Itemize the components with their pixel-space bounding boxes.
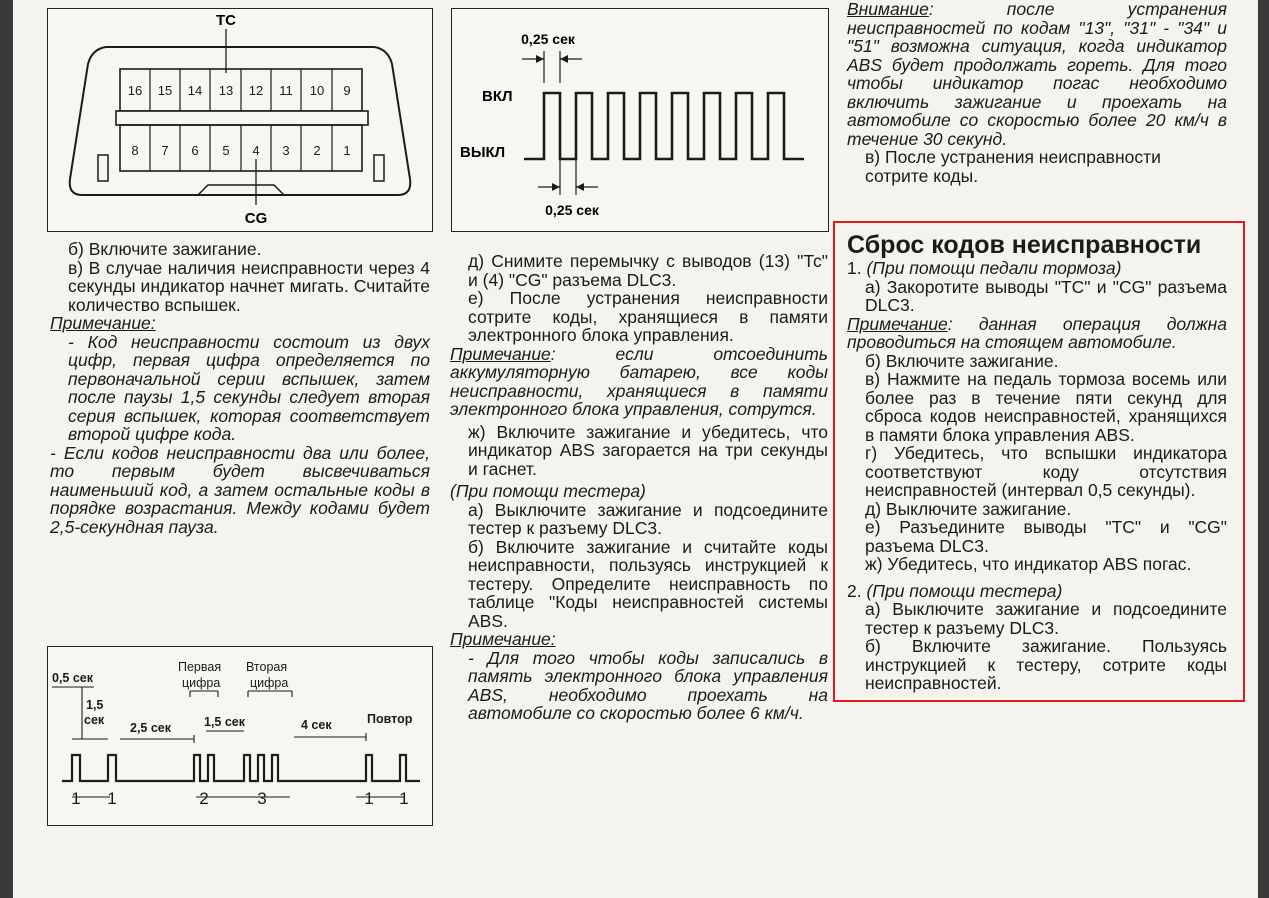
column-1 — [50, 240, 430, 536]
pin-5: 5 — [222, 143, 230, 158]
col2-note-2-label: Примечание: — [450, 629, 556, 649]
digit-label-1c: 1 — [364, 789, 374, 808]
first-digit-label-a: Первая — [178, 660, 222, 674]
on-label: ВКЛ — [482, 88, 513, 105]
pin-3: 3 — [282, 143, 290, 158]
pin-12: 12 — [248, 83, 264, 98]
col2-note-1-label: Примечание — [450, 343, 551, 364]
col3-warning-text: : после устранения неисправностей по кодам "13", "31" - "34" и "51" возможна ситуация, когда индикатор ABS будет продолжать гореть. Для того чтобы индикатор погас необходимо включить зажигание и проехать на автомобиле со скоростью более 20 км/ч в течение 30 секунд. — [847, 0, 1227, 149]
t-15-label-b: сек — [84, 713, 105, 727]
first-digit-label-b: цифра — [182, 676, 221, 690]
col2-step-zh: ж) Включите зажигание и убедитесь, что индикатор ABS загорается на три секунды и гаснет. — [468, 421, 828, 479]
reset-step-d: д) Выключите зажигание. — [865, 498, 1072, 519]
reset-step-g: г) Убедитесь, что вспышки индикатора соответствуют коду отсутствия неисправностей (интервал 0,5 секунды). — [865, 443, 1227, 500]
t-4-label: 4 сек — [301, 718, 332, 732]
col1-note-label: Примечание: — [50, 313, 156, 333]
pin-7: 7 — [161, 143, 169, 158]
col1-step-b: б) Включите зажигание. — [68, 239, 262, 259]
col2-step-d: д) Снимите перемычку с выводов (13) "Тс" и (4) "CG" разъема DLC3. — [468, 251, 828, 290]
reset-step-b: б) Включите зажигание. — [865, 350, 1059, 371]
reset-heading: Сброс кодов неисправности — [847, 231, 1202, 259]
dlc3-connector-diagram — [47, 8, 433, 232]
t-top-label: 0,25 сек — [521, 31, 575, 47]
col3-warning-label: Внимание — [847, 0, 929, 19]
col2-step-e: е) После устранения неисправности сотрите коды, хранящиеся в памяти электронного блока управления. — [468, 288, 828, 345]
pin-16: 16 — [127, 83, 143, 98]
cg-label: CG — [244, 210, 268, 227]
flash-code-diagram — [47, 646, 433, 826]
off-label: ВЫКЛ — [460, 144, 506, 161]
flash-svg — [48, 647, 432, 825]
pin-2: 2 — [313, 143, 321, 158]
reset-note-label: Примечание — [847, 313, 948, 334]
signal-svg — [452, 9, 828, 231]
digit-label-1a: 1 — [71, 789, 81, 808]
t-05-label: 0,5 сек — [52, 671, 94, 685]
pin-6: 6 — [191, 143, 199, 158]
reset-step-a: а) Закоротите выводы "ТС" и "CG" разъема DLC3. — [865, 276, 1227, 315]
col2-note-2: - Для того чтобы коды записались в память электронного блока управления ABS, необходимо проехать на автомобиле со скоростью более 6 км/ч. — [468, 647, 828, 723]
pin-1: 1 — [343, 143, 351, 158]
pin-15: 15 — [157, 83, 173, 98]
reset-step-zh: ж) Убедитесь, что индикатор ABS погас. — [865, 554, 1192, 574]
pin-9: 9 — [343, 83, 351, 98]
pin-10: 10 — [309, 83, 325, 98]
reset-method-2: 2. (При помощи тестера) — [847, 580, 1063, 601]
digit-label-1b: 1 — [107, 789, 117, 808]
t-15-label-a: 1,5 — [86, 698, 104, 712]
reset-step-v: в) Нажмите на педаль тормоза восемь или более раз в течение пяти секунд для сброса кодов неисправностей, хранящихся в памяти блока управления ABS. — [865, 369, 1227, 445]
tc-label: TC — [216, 12, 236, 29]
connector-svg — [48, 9, 432, 231]
col2-tester-heading: (При помощи тестера) — [450, 481, 646, 501]
column-2 — [450, 252, 828, 723]
col1-note-2: - Если кодов неисправности два или более, то первым будет высвечиваться наименьший код, а затем остальные коды в порядке возрастания. Между кодами будет 2,5-секундная пауза. — [50, 442, 430, 537]
col2-tester-b: б) Включите зажигание и считайте коды неисправности, пользуясь инструкцией к тестеру. Определите неисправность по таблице "Коды неисправностей системы ABS. — [468, 536, 828, 631]
col1-note-1: - Код неисправности состоит из двух цифр, первая цифра определяется по первоначальной серии вспышек, затем после паузы 1,5 секунды следует вторая серия вспышек, которая соответствует второй цифре кода. — [68, 331, 430, 444]
t-25-label: 2,5 сек — [130, 721, 172, 735]
pin-8: 8 — [131, 143, 139, 158]
pin-13: 13 — [218, 83, 234, 98]
pin-14: 14 — [187, 83, 203, 98]
col2-tester-a: а) Выключите зажигание и подсоедините тестер к разъему DLC3. — [468, 499, 828, 538]
reset-note-text: : данная операция должна проводиться на стоящем автомобиле. — [847, 313, 1227, 352]
scan-edge-left — [0, 0, 13, 898]
repeat-label: Повтор — [367, 712, 413, 726]
digit-label-1d: 1 — [399, 789, 409, 808]
reset-method-1: 1. (При помощи педали тормоза) — [847, 258, 1122, 278]
t-15c-label: 1,5 сек — [204, 715, 246, 729]
col2-note-1-text: : если отсоединить аккумуляторную батарею, все коды неисправности, хранящиеся в памяти электронного блока управления, сотрутся. — [450, 343, 828, 419]
scan-edge-right — [1258, 0, 1269, 898]
col3-warning — [847, 0, 1227, 148]
second-digit-label-a: Вторая — [246, 660, 288, 674]
digit-label-3: 3 — [257, 789, 267, 808]
signal-timing-diagram — [451, 8, 829, 232]
col3-step-v: в) После устранения неисправности сотрите коды. — [865, 147, 1161, 186]
highlight-frame — [833, 221, 1245, 702]
col2-note-1 — [450, 345, 828, 419]
digit-label-2: 2 — [199, 789, 209, 808]
reset-tester-b: б) Включите зажигание. Пользуясь инструкцией к тестеру, сотрите коды неисправностей. — [865, 636, 1227, 693]
t-bottom-label: 0,25 сек — [545, 202, 599, 218]
pin-11: 11 — [279, 83, 293, 98]
second-digit-label-b: цифра — [250, 676, 289, 690]
reset-tester-a: а) Выключите зажигание и подсоедините тестер к разъему DLC3. — [865, 599, 1227, 638]
col1-step-v: в) В случае наличия неисправности через 4 секунды индикатор начнет мигать. Считайте количество вспышек. — [68, 257, 430, 315]
reset-step-e: е) Разъедините выводы "ТС" и "CG" разъема DLC3. — [865, 517, 1227, 556]
column-3 — [847, 0, 1227, 185]
pin-4: 4 — [252, 143, 260, 158]
